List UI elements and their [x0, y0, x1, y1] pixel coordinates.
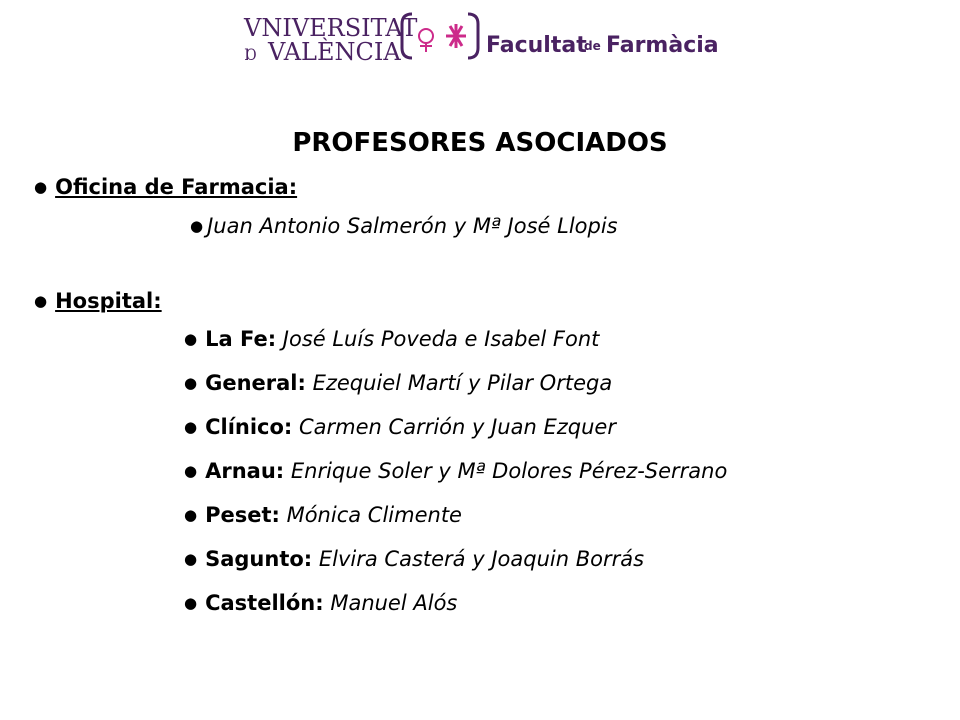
oficina-label: Oficina de Farmacia: [55, 175, 298, 199]
university-seal-letters: Ɒ [244, 45, 257, 64]
hospital-entry [184, 591, 457, 615]
hospital-persons: Carmen Carrión y Juan Ezquer [299, 415, 616, 439]
hospital-entry [184, 327, 599, 351]
page-title: PROFESORES ASOCIADOS [292, 128, 668, 158]
bullet-icon: ● [184, 418, 198, 436]
hospital-entry [184, 503, 462, 527]
bullet-icon: ● [34, 178, 48, 196]
bullet-icon: ● [34, 292, 48, 310]
oficina-section-heading [34, 175, 297, 199]
hospital-persons: Ezequiel Martí y Pilar Ortega [312, 371, 613, 395]
hospital-persons: Mónica Climente [286, 503, 462, 527]
hospital-section-heading [34, 289, 162, 313]
hospital-persons: Manuel Alós [330, 591, 458, 615]
hospital-persons: Enrique Soler y Mª Dolores Pérez-Serrano [290, 459, 728, 483]
faculty-name-word2: de [584, 39, 601, 53]
faculty-name-word3: Farmàcia [606, 33, 719, 58]
hospital-name: General: [205, 371, 306, 395]
faculty-name-word1: Facultat [486, 33, 587, 58]
hospital-name: Arnau: [205, 459, 285, 483]
bullet-icon: ● [184, 594, 198, 612]
bullet-icon: ● [184, 374, 198, 392]
university-logo [240, 10, 720, 72]
bullet-icon: ● [184, 506, 198, 524]
hospital-entry [184, 547, 644, 571]
oficina-persons: Juan Antonio Salmerón y Mª José Llopis [207, 214, 618, 238]
hospital-persons: José Luís Poveda e Isabel Font [282, 327, 600, 351]
university-name-line2: VALÈNCIA [268, 38, 401, 66]
hospital-persons: Elvira Casterá y Joaquin Borrás [318, 547, 645, 571]
hospital-entry [184, 459, 727, 483]
hospital-name: Clínico: [205, 415, 293, 439]
bullet-icon: ● [184, 462, 198, 480]
bullet-icon: ● [184, 550, 198, 568]
university-name-line1: VNIVERSITAT [244, 14, 418, 42]
hospital-label: Hospital: [55, 289, 162, 313]
oficina-persons-item [190, 214, 618, 238]
hospital-entry [184, 415, 616, 439]
hospital-name: Peset: [205, 503, 280, 527]
hospital-name: La Fe: [205, 327, 277, 351]
hospital-entry [184, 371, 612, 395]
bullet-icon: ● [190, 217, 204, 235]
header-logos [240, 10, 720, 72]
bullet-icon: ● [184, 330, 198, 348]
hospital-name: Castellón: [205, 591, 324, 615]
hospital-name: Sagunto: [205, 547, 313, 571]
